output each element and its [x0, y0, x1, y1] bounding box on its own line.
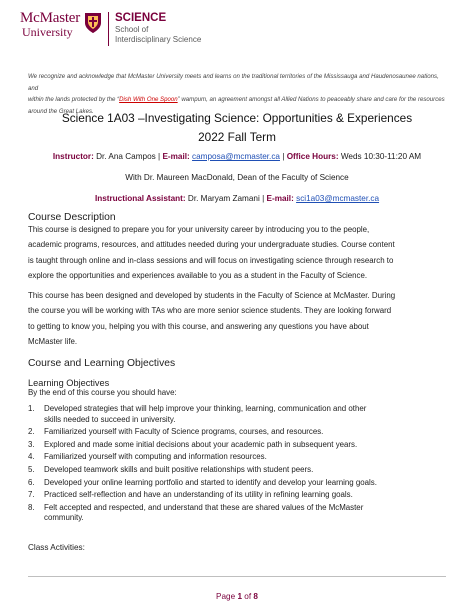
item-text: Familiarized yourself with computing and information resources. — [44, 452, 267, 462]
logo-word-mcmaster: McMaster — [20, 10, 81, 26]
text-line: McMaster life. — [28, 337, 78, 347]
item-text: Developed your online learning portfolio and started to identify and develop your learning goals. — [44, 477, 377, 487]
item-text: Practiced self-reflection and have an understanding of its utility in refining learning goals. — [44, 490, 353, 500]
school-line-1: School of — [115, 25, 149, 34]
instructor-email-link[interactable]: camposa@mcmaster.ca — [192, 152, 280, 161]
separator: | — [262, 194, 265, 203]
land-ack-line-2 — [28, 94, 446, 106]
school-line-2: Interdisciplinary Science — [115, 35, 202, 44]
course-description-paragraph-2 — [28, 288, 450, 350]
item-number: 6. — [28, 477, 35, 487]
dish-with-one-spoon-link[interactable]: Dish With One Spoon — [119, 96, 178, 103]
current-page: 1 — [237, 592, 242, 601]
land-ack-line-3: around the Great Lakes. — [28, 107, 94, 115]
email-label: E-mail: — [162, 152, 190, 161]
item-number: 1. — [28, 404, 35, 413]
header — [20, 8, 460, 52]
item-number: 8. — [28, 502, 35, 512]
mcmaster-logo — [20, 10, 82, 48]
item-number: 7. — [28, 490, 35, 500]
item-number: 5. — [28, 464, 35, 474]
list-item — [28, 478, 448, 489]
list-item — [28, 490, 448, 501]
email-label: E-mail: — [266, 194, 294, 203]
assistant-email-link[interactable]: sci1a03@mcmaster.ca — [296, 194, 380, 203]
list-item — [28, 503, 448, 524]
science-label: SCIENCE — [115, 12, 167, 24]
course-title: Science 1A03 –Investigating Science: Opportunities & Experiences — [61, 111, 413, 125]
item-text: skills needed to succeed in university. — [44, 414, 176, 424]
header-divider — [108, 12, 109, 46]
course-description-heading: Course Description — [28, 212, 116, 223]
assistant-line — [0, 194, 474, 203]
list-item — [28, 440, 448, 451]
office-hours-value: Weds 10:30-11:20 AM — [340, 152, 422, 161]
instructor-line — [0, 152, 474, 161]
item-text: Developed teamwork skills and built positive relationships with student peers. — [44, 464, 314, 474]
list-item — [28, 427, 448, 438]
footer-divider — [28, 576, 446, 577]
course-description-paragraph-1 — [28, 222, 450, 284]
class-activities-heading: Class Activities: — [28, 543, 85, 552]
list-item — [28, 465, 448, 476]
item-text: Felt accepted and respected, and understand that these are shared values of the McMaster — [44, 502, 364, 512]
item-text: Explored and made some initial decisions about your academic path in subsequent years. — [44, 439, 358, 449]
dean-line: With Dr. Maureen MacDonald, Dean of the Faculty of Science — [125, 173, 349, 182]
science-wordmark — [115, 12, 201, 45]
item-text: community. — [44, 513, 84, 523]
list-item — [28, 452, 448, 463]
text-line: academic programs, resources, and attitudes needed during your undergraduate studies. Course content — [28, 240, 395, 250]
text-line: This course is designed to prepare you for your university career by introducing you to the people, — [28, 225, 370, 234]
office-hours-label: Office Hours: — [286, 152, 339, 161]
instructor-name: Dr. Ana Campos — [96, 152, 156, 161]
text-line: explore the opportunities and experiences available to you as a student in the Faculty of Science. — [28, 271, 368, 281]
land-ack-text-a: within the lands protected by the “ — [28, 96, 120, 103]
objectives-intro: By the end of this course you should have: — [28, 388, 177, 397]
item-number: 2. — [28, 427, 35, 437]
text-line: to getting to know you, helping you with this course, and answering any questions you have about — [28, 321, 369, 331]
text-line: is taught through online and in-class sessions and will focus on investigating science through research to — [28, 255, 394, 265]
separator: | — [282, 152, 285, 161]
assistant-label: Instructional Assistant: — [94, 194, 186, 203]
page-word: Page — [216, 592, 236, 601]
total-pages: 8 — [253, 592, 258, 601]
crest-icon — [84, 12, 102, 34]
item-text: Developed strategies that will help improve your thinking, learning, communication and other — [44, 404, 367, 413]
objectives-list — [28, 404, 448, 526]
instructor-label: Instructor: — [52, 152, 94, 161]
assistant-name: Dr. Maryam Zamani — [187, 194, 260, 203]
page-number — [0, 592, 474, 601]
item-text: Familiarized yourself with Faculty of Science programs, courses, and resources. — [44, 427, 324, 437]
of-word: of — [244, 592, 252, 601]
land-ack-text-b: ” wampum, an agreement amongst all Allied Nations to peaceably share and care for the resources — [177, 96, 445, 103]
list-item — [28, 404, 448, 425]
item-number: 3. — [28, 439, 35, 449]
learning-objectives-subheading: Learning Objectives — [28, 378, 110, 388]
objectives-heading: Course and Learning Objectives — [28, 358, 176, 369]
course-term: 2022 Fall Term — [198, 130, 276, 144]
text-line: the course you will be working with TAs who are more senior science students. They are looking forward — [28, 306, 392, 316]
separator: | — [158, 152, 161, 161]
land-ack-line-1: We recognize and acknowledge that McMaster University meets and learns on the traditional territories of the Mississauga and Haudenosaunee nations, and — [28, 73, 439, 92]
logo-word-university: University — [22, 25, 73, 39]
item-number: 4. — [28, 452, 35, 462]
text-line: This course has been designed and developed by students in the Faculty of Science at McMaster. During — [28, 291, 396, 300]
